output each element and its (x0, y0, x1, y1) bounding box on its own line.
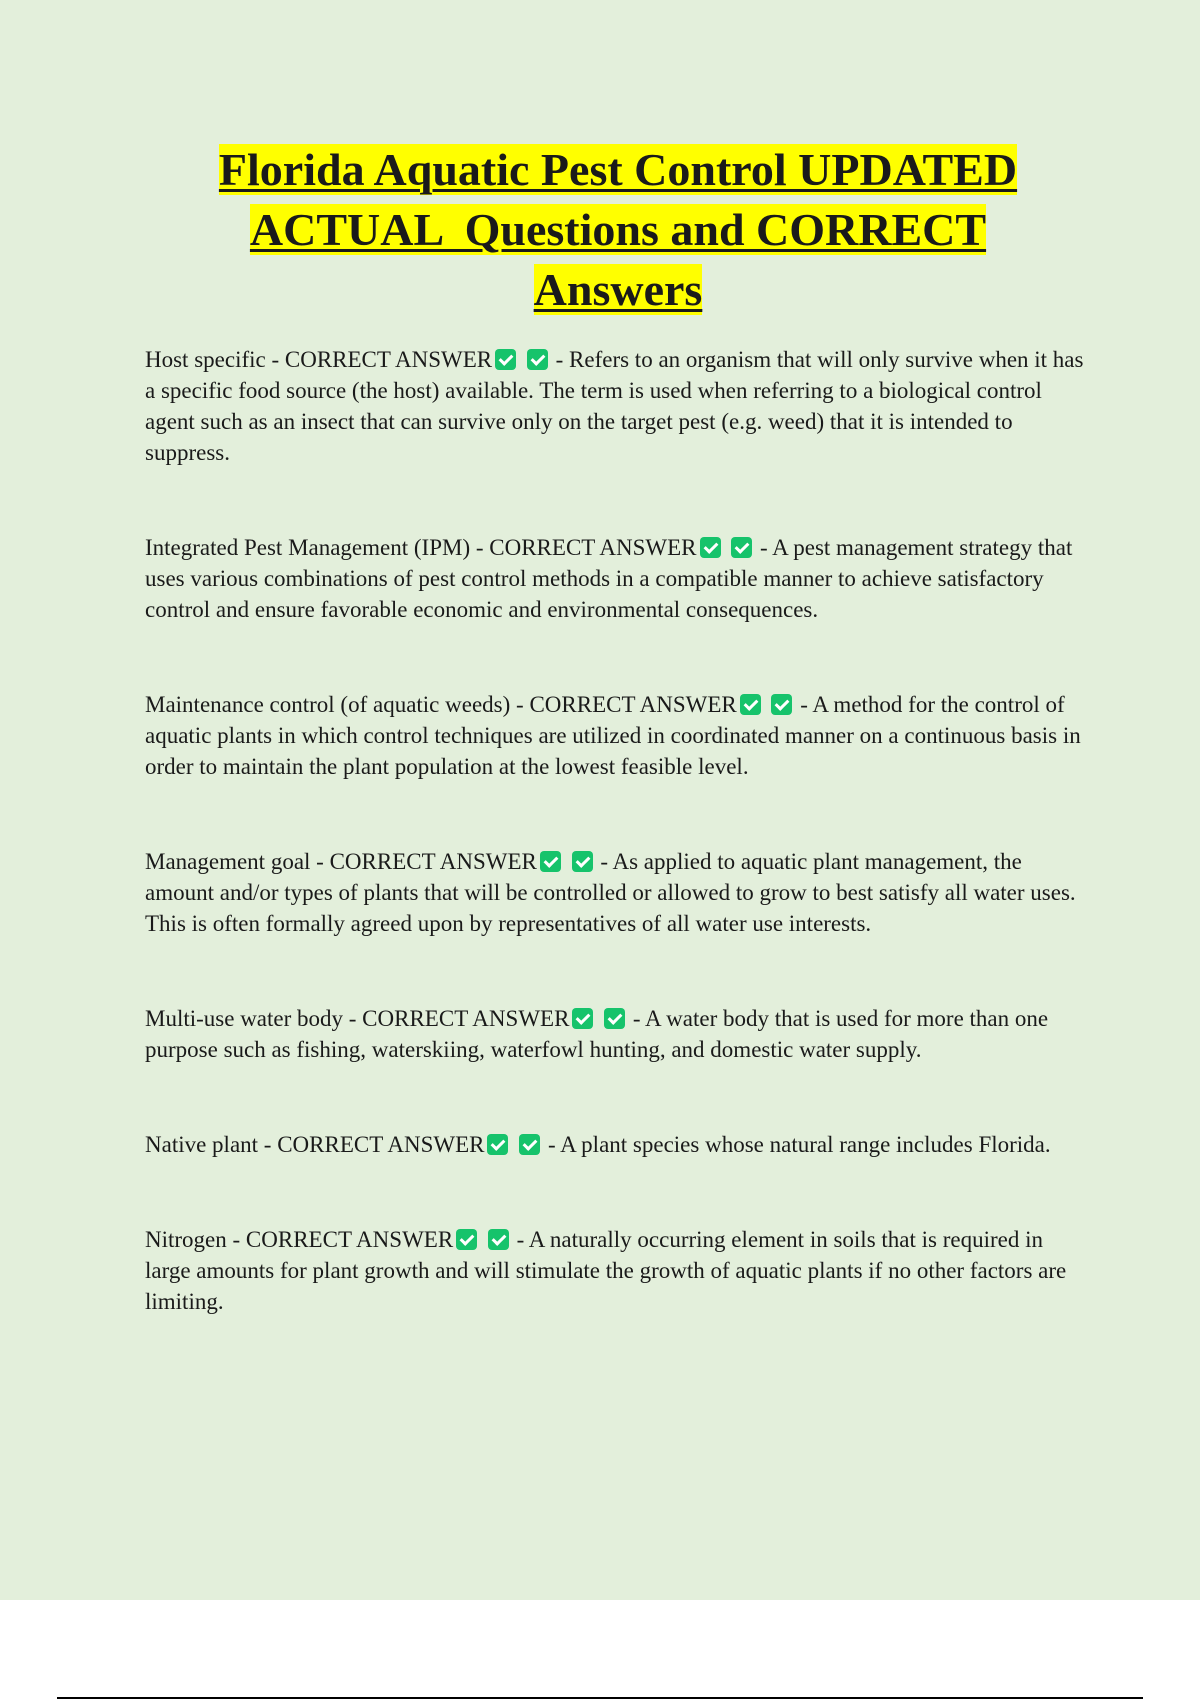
entry-definition: - A plant species whose natural range includes Florida. (547, 1132, 1051, 1157)
qa-entry (145, 532, 1090, 625)
entry-definition: - A naturally occurring element in soils that is required in large amounts for plant growth and will stimulate the growth of aquatic plants if no other factors are limiting. (145, 1227, 1067, 1314)
entry-term: Multi-use water body (145, 1006, 344, 1031)
entry-definition: - A method for the control of aquatic plants in which control techniques are utilized in coordinated manner on a continuous basis in order to maintain the plant population at the lowest feasible level. (145, 692, 1081, 779)
entry-definition: - A pest management strategy that uses various combinations of pest control methods in a compatible manner to achieve satisfactory control and ensure favorable economic and environmental consequences. (145, 535, 1073, 622)
qa-entry (145, 846, 1090, 939)
check-box-icon (519, 1134, 540, 1155)
check-box-icon (604, 1008, 625, 1029)
check-box-icon (771, 694, 792, 715)
entry-term: Nitrogen (145, 1227, 227, 1252)
entry-definition: - As applied to aquatic plant management, the amount and/or types of plants that will be controlled or allowed to grow to best satisfy all water uses. This is often formally agreed upon by representatives of all water use interests. (145, 849, 1076, 936)
check-box-icon (456, 1229, 477, 1250)
entry-marker: - CORRECT ANSWER (348, 1006, 570, 1031)
qa-entry (145, 1224, 1090, 1317)
check-box-icon (527, 349, 548, 370)
check-box-icon (488, 1229, 509, 1250)
page-bottom-rule (57, 1697, 1143, 1699)
check-box-icon (572, 851, 593, 872)
check-box-icon (487, 1134, 508, 1155)
check-box-icon (495, 349, 516, 370)
document-title (120, 140, 1116, 320)
entry-marker: - CORRECT ANSWER (475, 535, 697, 560)
title-line: ACTUAL Questions and CORRECT (249, 204, 987, 255)
check-box-icon (731, 537, 752, 558)
entry-term: Integrated Pest Management (IPM) (145, 535, 471, 560)
entry-marker: - CORRECT ANSWER (516, 692, 737, 717)
entry-term: Maintenance control (of aquatic weeds) (145, 692, 511, 717)
qa-entry (145, 1003, 1090, 1065)
entry-marker: - CORRECT ANSWER (316, 849, 537, 874)
entry-marker: - CORRECT ANSWER (232, 1227, 454, 1252)
qa-entry (145, 1129, 1090, 1160)
check-box-icon (540, 851, 561, 872)
check-box-icon (572, 1008, 593, 1029)
qa-entry (145, 689, 1090, 782)
entry-marker: - CORRECT ANSWER (263, 1132, 485, 1157)
entry-marker: - CORRECT ANSWER (271, 347, 493, 372)
title-line: Florida Aquatic Pest Control UPDATED (218, 144, 1018, 195)
qa-entry (145, 344, 1090, 468)
entry-term: Management goal (145, 849, 311, 874)
entry-definition: - Refers to an organism that will only survive when it has a specific food source (the host) available. The term is used when referring to a biological control agent such as an insect that can survive only on the target pest (e.g. weed) that it is intended to suppress. (145, 347, 1084, 465)
qa-list (145, 344, 1090, 1317)
check-box-icon (740, 694, 761, 715)
entry-definition: - A water body that is used for more than one purpose such as fishing, waterskiing, waterfowl hunting, and domestic water supply. (145, 1006, 1049, 1062)
entry-term: Native plant (145, 1132, 259, 1157)
title-line: Answers (533, 264, 703, 315)
check-box-icon (700, 537, 721, 558)
entry-term: Host specific (145, 347, 266, 372)
